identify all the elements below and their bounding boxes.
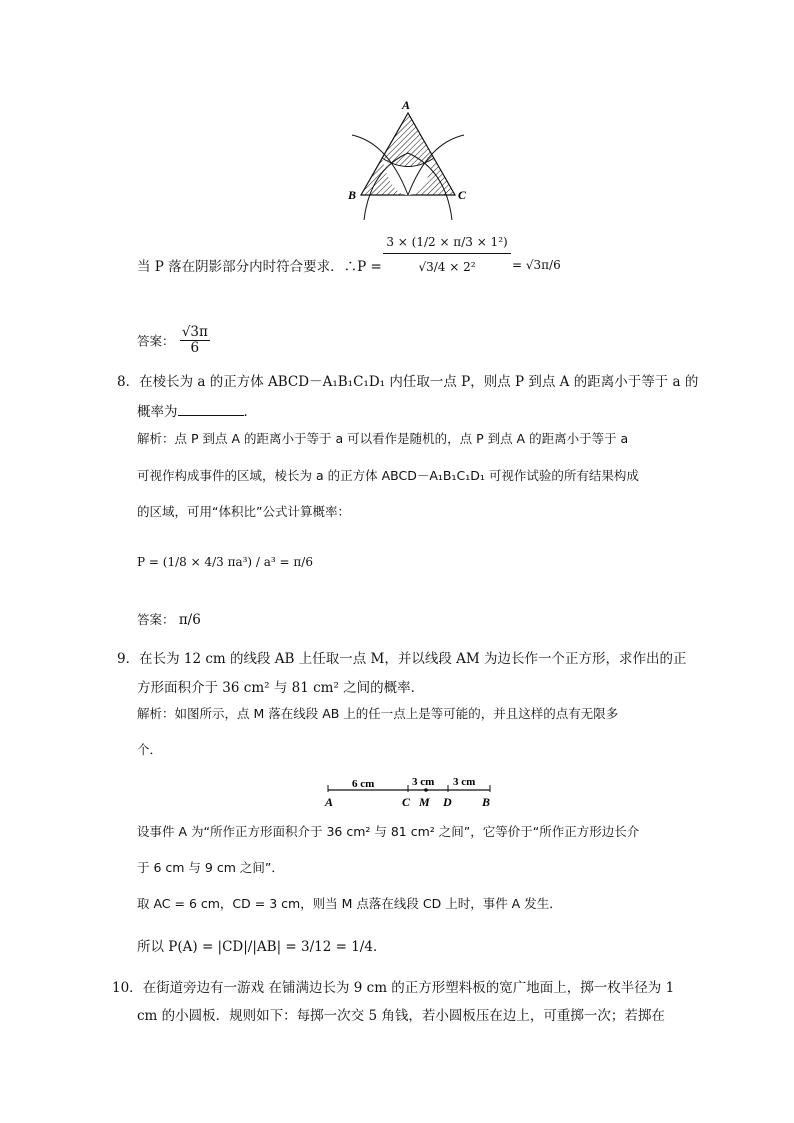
q8-analysis-1: 解析：点 P 到点 A 的距离小于等于 a 可以看作是随机的，点 P 到点 A 的距离小于等于 a — [137, 431, 629, 446]
q7-answer-den: 6 — [190, 340, 200, 356]
triangle-figure — [340, 95, 470, 225]
q7-answer — [137, 325, 211, 356]
seg-point-d: D — [443, 795, 452, 809]
q7-numerator: 3 × (1/2 × π/3 × 1²) — [383, 235, 511, 254]
seg-label-6cm: 6 cm — [352, 778, 375, 790]
q7-answer-fraction — [180, 325, 210, 356]
vertex-label-b: B — [348, 188, 357, 202]
seg-point-a: A — [325, 795, 334, 809]
q10-text-1: 在街道旁边有一游戏 在铺满边长为 9 cm 的正方形塑料板的宽广地面上，掷一枚半径为 1 — [142, 980, 675, 996]
q7-denominator: √3/4 × 2² — [418, 260, 476, 274]
q8-answer-label: 答案： — [137, 612, 175, 627]
q9-number: 9． — [117, 651, 140, 667]
seg-point-m: M — [419, 795, 430, 809]
q8-line1 — [117, 370, 698, 390]
seg-label-3cm-a: 3 cm — [412, 776, 435, 788]
q9-take: 取 AC = 6 cm，CD = 3 cm，则当 M 点落在线段 CD 上时，事件 A 发生． — [137, 896, 562, 911]
q8-line2 — [137, 400, 257, 420]
q8-analysis-3: 的区域，可用“体积比”公式计算概率： — [137, 504, 350, 519]
q8-answer-blank[interactable] — [178, 403, 244, 416]
q9-line1 — [117, 647, 687, 667]
q9-text-1: 在长为 12 cm 的线段 AB 上任取一点 M，并以线段 AM 为边长作一个正方形，求作出的正 — [139, 651, 687, 667]
q8-text-2: 概率为 — [137, 404, 178, 420]
seg-point-b: B — [482, 795, 491, 809]
q9-analysis-1: 解析：如图所示，点 M 落在线段 AB 上的任一点上是等可能的，并且这样的点有无限多 — [137, 706, 619, 721]
q10-number: 10． — [112, 980, 143, 996]
q10-line1 — [112, 976, 674, 996]
q9-analysis-2: 个． — [137, 742, 163, 757]
q10-line2: cm 的小圆板．规则如下：每掷一次交 5 角钱，若小圆板压在边上，可重掷一次；若掷在 — [137, 1008, 665, 1024]
q7-answer-label: 答案： — [137, 333, 175, 349]
seg-point-c: C — [402, 795, 411, 809]
q8-answer-value: π/6 — [178, 612, 201, 628]
vertex-label-a: A — [402, 98, 411, 112]
q7-result: = √3π/6 — [512, 258, 561, 272]
q8-text-2-end: ． — [243, 404, 257, 420]
q7-answer-num: √3π — [181, 324, 208, 340]
q9-so: 所以 P(A) = |CD|/|AB| = 3/12 = 1/4． — [137, 939, 387, 955]
q7-sentence: 当 P 落在阴影部分内时符合要求．∴P = — [137, 259, 382, 275]
q8-analysis-2: 可视作构成事件的区域，棱长为 a 的正方体 ABCD－A₁B₁C₁D₁ 可视作试验的所有结果构成 — [137, 468, 639, 483]
q8-formula: P = (1/8 × 4/3 πa³) / a³ = π/6 — [137, 555, 313, 569]
seg-label-3cm-b: 3 cm — [453, 776, 476, 788]
q7-fraction — [383, 235, 511, 274]
q8-answer — [137, 610, 201, 628]
q8-number: 8． — [117, 374, 140, 390]
q9-line2: 方形面积介于 36 cm² 与 81 cm² 之间的概率． — [137, 680, 425, 696]
q9-event-2: 于 6 cm 与 9 cm 之间”． — [137, 860, 284, 875]
vertex-label-c: C — [458, 188, 467, 202]
q7-formula-line — [137, 255, 382, 275]
segment-diagram — [322, 772, 497, 812]
q9-event-1: 设事件 A 为“所作正方形面积介于 36 cm² 与 81 cm² 之间”，它等价于“所作正方形边长介 — [137, 824, 640, 839]
q8-text-1: 在棱长为 a 的正方体 ABCD－A₁B₁C₁D₁ 内任取一点 P，则点 P 到点 A 的距离小于等于 a 的 — [139, 374, 699, 390]
